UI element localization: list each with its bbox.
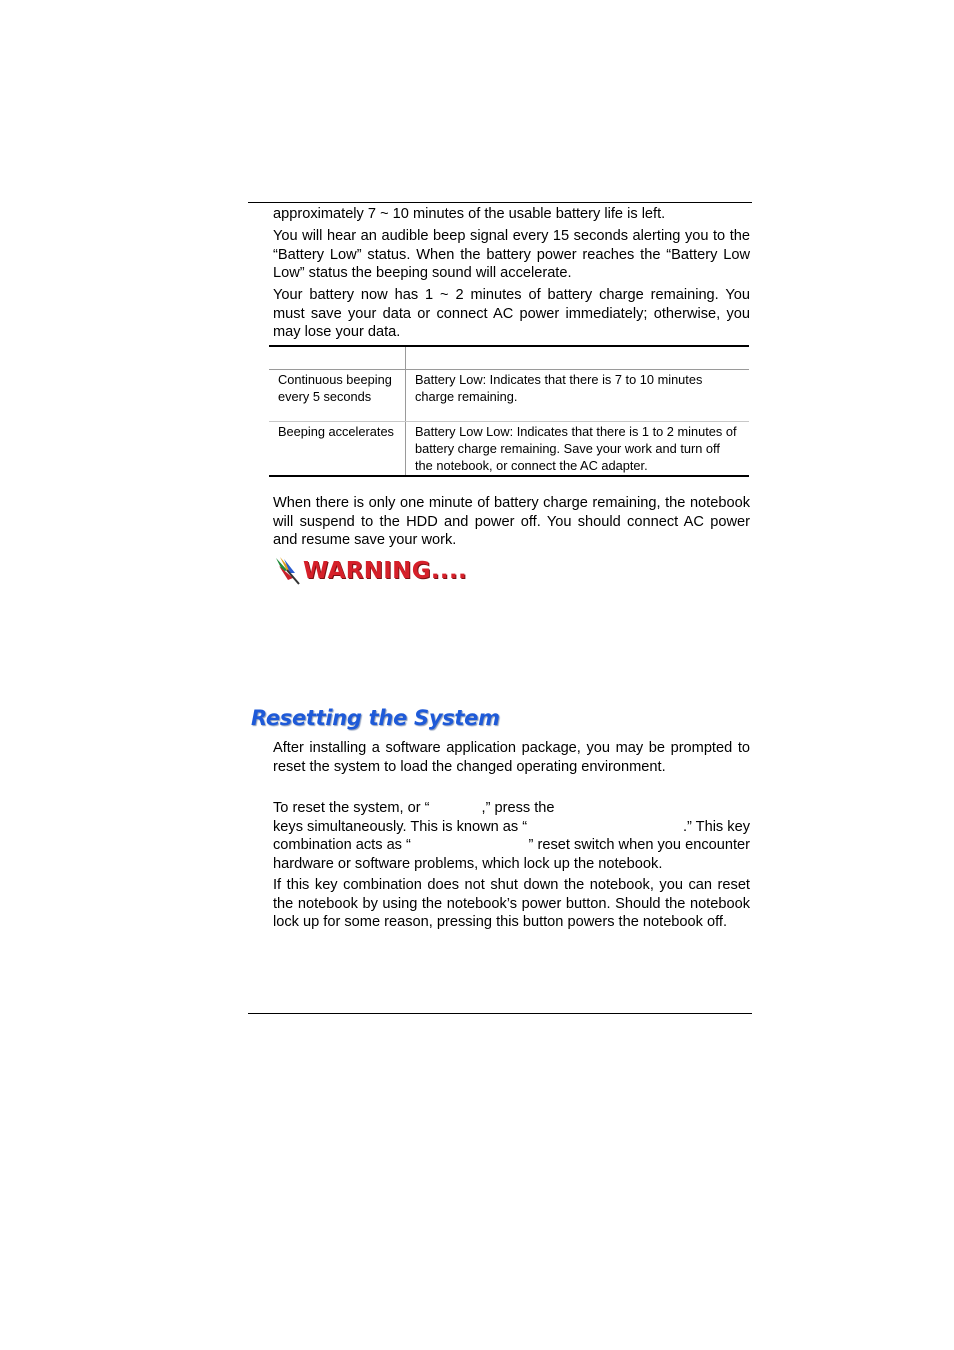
reset-line-4: hardware or software problems, which lock up the notebook. xyxy=(273,855,663,872)
table-cell-meaning: Battery Low Low: Indicates that there is 1 to 2 minutes of battery charge remaining. Save your work and turn off the notebook, or connect the AC adapter. xyxy=(406,422,750,477)
table-cell-meaning: Battery Low: Indicates that there is 7 to 10 minutes charge remaining. xyxy=(406,370,750,422)
table-row xyxy=(269,422,749,477)
battery-paragraph-2: You will hear an audible beep signal every 15 seconds alerting you to the “Battery Low” status. When the battery power reaches the “Battery Low Low” status the beeping sound will accelerate. xyxy=(273,228,750,282)
reset-line-3: combination acts as “ ” reset switch when you encounter xyxy=(273,837,750,854)
reset-paragraph-2 xyxy=(273,799,750,873)
warning-label: WARNING.... xyxy=(303,558,468,584)
table-header-cell-1 xyxy=(269,346,406,370)
table-header-cell-2 xyxy=(406,346,750,370)
warning-banner xyxy=(273,556,473,588)
battery-paragraph-1: approximately 7 ~ 10 minutes of the usable battery life is left. xyxy=(273,206,666,222)
reset-paragraph-3: If this key combination does not shut down the notebook, you can reset the notebook by using the notebook’s power button. Should the notebook lock up for some reason, pressing this button powers the notebook off. xyxy=(273,877,750,931)
table-header-row xyxy=(269,346,749,370)
reset-paragraph-1: After installing a software application package, you may be prompted to reset the system to load the changed operating environment. xyxy=(273,740,750,775)
reset-line-2: keys simultaneously. This is known as “ .” This key xyxy=(273,818,750,835)
reset-line-1: To reset the system, or “ ,” press the xyxy=(273,800,555,816)
battery-paragraph-3: Your battery now has 1 ~ 2 minutes of battery charge remaining. You must save your data or connect AC power immediately; otherwise, you may lose your data. xyxy=(273,287,750,341)
table-cell-signal: Beeping accelerates xyxy=(269,422,406,477)
section-heading: Resetting the System xyxy=(251,706,500,730)
table-cell-signal: Continuous beeping every 5 seconds xyxy=(269,370,406,422)
table-row xyxy=(269,370,749,422)
warning-feather-icon xyxy=(273,556,301,586)
beep-signal-table xyxy=(269,345,749,477)
battery-paragraph-4: When there is only one minute of battery charge remaining, the notebook will suspend to the HDD and power off. You should connect AC power and resume save your work. xyxy=(273,495,750,549)
top-rule xyxy=(248,202,752,203)
bottom-rule xyxy=(248,1013,752,1014)
